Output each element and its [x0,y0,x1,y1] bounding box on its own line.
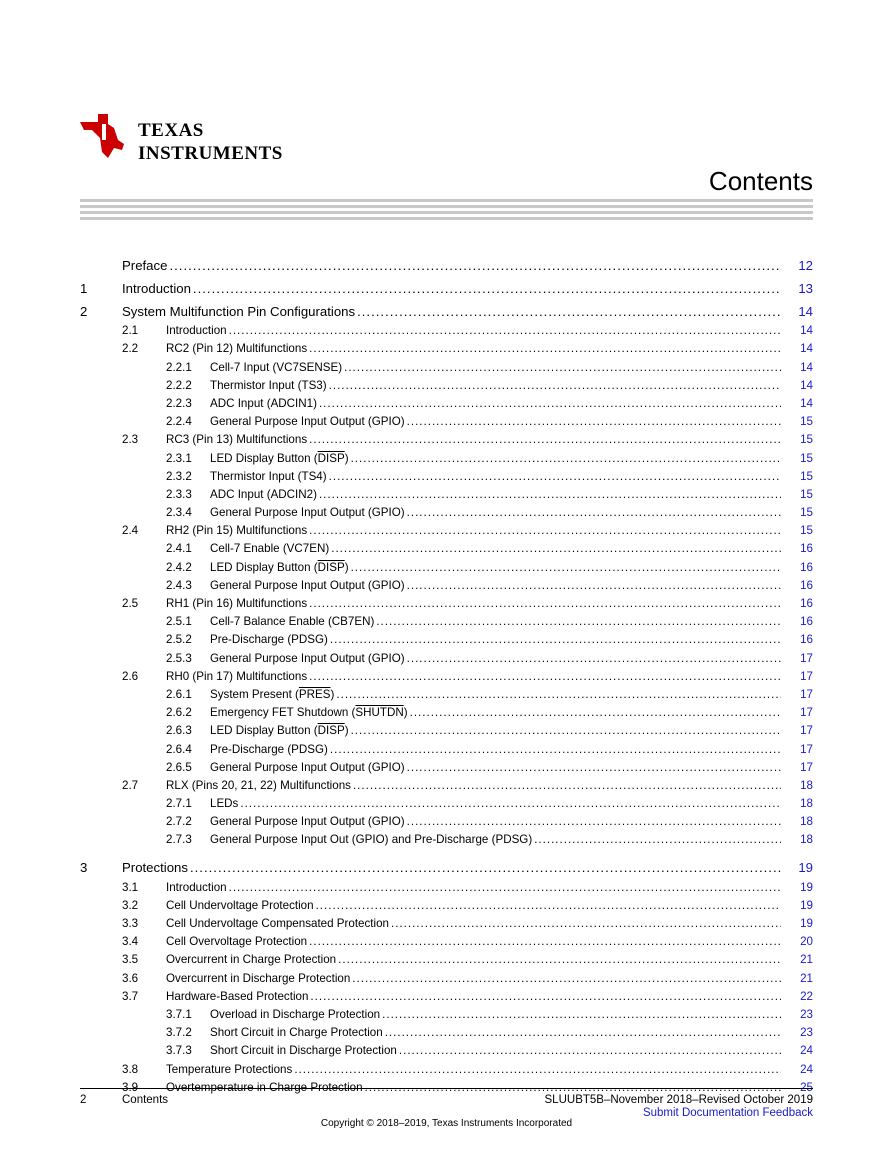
toc-label: General Purpose Input Output (GPIO) [210,506,405,520]
toc-label [210,561,349,574]
toc-number: 2.4.2 [166,560,192,574]
toc-leader [407,761,781,774]
toc-entry[interactable] [80,737,813,755]
toc-label-part: LED Display Button ( [210,560,318,574]
toc-entry[interactable] [80,392,813,410]
toc-entry[interactable] [80,446,813,464]
logo-line2: INSTRUMENTS [138,143,283,164]
toc-entry[interactable] [80,646,813,664]
toc-label: Protections [122,860,188,876]
toc-page-link[interactable]: 16 [800,633,813,647]
toc-page-link[interactable]: 24 [800,1062,813,1076]
toc-page-link[interactable]: 18 [800,815,813,829]
toc-entry[interactable] [80,374,813,392]
toc-number: 2.6.1 [166,687,192,701]
toc-entry[interactable] [80,1021,813,1039]
toc-entry[interactable] [80,719,813,737]
toc-label: Thermistor Input (TS3) [210,378,327,392]
toc-entry[interactable] [80,537,813,555]
toc-label: RC2 (Pin 12) Multifunctions [166,342,308,356]
toc-leader [309,342,781,355]
toc-number: 3.1 [122,880,139,894]
toc-number: 2.6 [122,669,139,683]
toc-page-link[interactable]: 15 [800,433,813,447]
toc-number: 2.3.3 [166,487,192,501]
toc-entry[interactable] [80,465,813,483]
toc-label: RLX (Pins 20, 21, 22) Multifunctions [166,778,351,792]
toc-label-part: ) [344,560,349,574]
toc-leader [240,797,781,810]
toc-label: Thermistor Input (TS4) [210,469,327,483]
toc-leader [407,652,781,665]
toc-entry[interactable] [80,519,813,537]
toc-number: 2.3 [122,433,139,447]
toc-page-link[interactable]: 23 [800,1007,813,1021]
toc-number: 3.3 [122,917,139,930]
toc-number: 2.2 [122,342,139,356]
toc-page-link[interactable]: 15 [800,506,813,520]
toc-label: ADC Input (ADCIN1) [210,396,317,410]
toc-number: 3.7.3 [166,1044,192,1058]
toc-leader [351,452,781,465]
toc-leader [338,953,781,966]
toc-page-link[interactable]: 24 [800,1044,813,1058]
toc-page-link[interactable]: 14 [800,378,813,392]
toc-leader [229,881,781,894]
toc-page-link[interactable]: 21 [800,953,813,967]
toc-number: 2.2.3 [166,396,192,410]
toc-page-link[interactable]: 21 [800,971,813,985]
toc-entry[interactable] [80,948,813,966]
toc-page-link[interactable]: 17 [800,651,813,665]
toc-page-link[interactable]: 15 [800,469,813,483]
toc-number: 3.5 [122,953,139,967]
toc-entry[interactable] [80,574,813,592]
toc-entry[interactable] [80,428,813,446]
toc-entry[interactable] [80,683,813,701]
toc-label: Cell-7 Balance Enable (CB7EN) [210,615,375,629]
toc-entry[interactable] [80,1039,813,1057]
header-rule [80,217,813,220]
toc-leader [294,1063,781,1076]
toc-number: 2.4 [122,524,139,538]
toc-label [210,706,408,719]
toc-leader [316,899,781,912]
toc-number: 3.7.2 [166,1026,192,1040]
toc-entry[interactable] [80,1076,813,1094]
toc-page-link[interactable]: 16 [800,542,813,556]
toc-page-link[interactable]: 19 [800,880,813,894]
toc-entry[interactable] [80,628,813,646]
toc-leader [309,524,781,537]
toc-entry[interactable] [80,930,813,948]
toc-page-link[interactable]: 12 [798,258,813,273]
footer-section: Contents [122,1094,169,1106]
toc-label: Temperature Protections [166,1062,293,1076]
toc-entry[interactable] [80,665,813,683]
toc-entry[interactable] [80,966,813,984]
toc-entry[interactable] [80,1003,813,1021]
toc-label-part: ) [403,706,408,720]
toc-page-link[interactable]: 17 [800,742,813,756]
toc-number: 2.5.3 [166,651,192,665]
toc-number: 3.7 [122,989,139,1003]
toc-number: 2.3.1 [166,451,192,465]
toc-page-link[interactable]: 17 [800,706,813,720]
toc-label: Cell-7 Enable (VC7EN) [210,542,330,556]
toc-label: System Multifunction Pin Configurations [122,304,356,319]
toc-leader [407,815,781,828]
toc-leader [309,433,781,446]
footer-rule [80,1088,813,1089]
toc-entry[interactable] [80,756,813,774]
copyright: Copyright © 2018–2019, Texas Instruments Incorporated [320,1118,573,1129]
toc-label: Cell-7 Input (VC7SENSE) [210,360,343,374]
toc-label-overline: SHUTDN [355,706,404,720]
toc-label: Short Circuit in Discharge Protection [210,1044,397,1058]
toc-page-link[interactable]: 14 [800,324,813,338]
toc-number: 2.5.1 [166,615,192,629]
toc-entry[interactable] [80,319,813,337]
toc-page-link[interactable]: 17 [800,724,813,738]
toc-page-link[interactable]: 14 [800,396,813,410]
toc-page-link[interactable]: 13 [798,281,813,296]
toc-entry[interactable] [80,610,813,628]
toc-page-link[interactable]: 19 [800,917,813,930]
toc-page-link[interactable]: 16 [800,597,813,610]
toc-leader [309,935,781,948]
toc-entry[interactable] [80,555,813,573]
toc-label: Pre-Discharge (PDSG) [210,633,328,647]
toc-page-link[interactable]: 15 [800,524,813,538]
toc-page-link[interactable]: 16 [800,560,813,574]
toc-label: RH2 (Pin 15) Multifunctions [166,524,308,538]
toc-leader [331,542,781,555]
toc-page-link[interactable]: 17 [800,669,813,683]
toc-page-link[interactable]: 14 [800,342,813,356]
toc-entry[interactable] [80,701,813,719]
toc-page-link[interactable]: 15 [800,487,813,501]
toc-entry[interactable] [80,410,813,428]
toc-label [210,688,334,701]
toc-leader [351,724,781,737]
toc-label: General Purpose Input Output (GPIO) [210,578,405,592]
toc-entry[interactable] [80,828,813,846]
footer-page-number: 2 [80,1094,87,1106]
toc-entry[interactable] [80,894,813,912]
toc-label: Cell Undervoltage Protection [166,898,314,912]
toc-label-part: LED Display Button ( [210,451,318,465]
toc-label [210,452,349,465]
toc-label: General Purpose Input Output (GPIO) [210,415,405,429]
toc-entry[interactable] [80,852,813,875]
toc-leader [344,361,781,374]
header-rule [80,211,813,214]
toc-leader [330,743,781,756]
toc-entry[interactable] [80,273,813,296]
toc-number: 2.2.2 [166,378,192,392]
toc-label: RH1 (Pin 16) Multifunctions [166,597,308,610]
toc-page-link[interactable]: 20 [800,935,813,949]
toc-label: General Purpose Input Output (GPIO) [210,815,405,829]
toc-leader [357,304,781,319]
toc-number: 2.4.3 [166,578,192,592]
toc-leader [399,1044,781,1057]
toc-leader [336,688,781,701]
table-of-contents [80,250,813,1094]
toc-page-link[interactable]: 19 [798,860,813,876]
toc-number: 2.2.1 [166,360,192,374]
toc-leader [407,506,781,519]
toc-leader [190,860,781,875]
toc-entry[interactable] [80,355,813,373]
toc-label: Pre-Discharge (PDSG) [210,742,328,756]
toc-leader [351,561,781,574]
toc-leader [410,706,781,719]
toc-number: 2.7 [122,778,139,792]
toc-leader [330,633,781,646]
toc-number: 2.6.3 [166,724,192,738]
toc-label [210,724,349,737]
toc-page-link[interactable]: 23 [800,1026,813,1040]
toc-label: Overcurrent in Charge Protection [166,953,337,967]
toc-label: Introduction [166,880,227,894]
toc-leader [310,990,781,1003]
toc-entry[interactable] [80,337,813,355]
logo-line1: TEXAS [138,120,204,141]
toc-entry[interactable] [80,483,813,501]
toc-entry[interactable] [80,810,813,828]
toc-leader [385,1026,781,1039]
toc-number: 3.4 [122,935,139,949]
toc-label: Cell Undervoltage Compensated Protection [166,917,389,930]
toc-number: 2.6.2 [166,706,192,720]
toc-number: 2.7.3 [166,833,192,847]
header-rule [80,199,813,202]
toc-page-link[interactable]: 14 [800,360,813,374]
toc-page-link[interactable]: 22 [800,989,813,1003]
toc-entry[interactable] [80,792,813,810]
feedback-link[interactable]: Submit Documentation Feedback [642,1107,813,1119]
toc-page-link[interactable]: 18 [800,778,813,792]
toc-label: RH0 (Pin 17) Multifunctions [166,669,308,683]
toc-page-link[interactable]: 17 [800,760,813,774]
toc-entry[interactable] [80,985,813,1003]
toc-leader [319,397,781,410]
toc-number: 3 [80,860,88,876]
toc-page-link[interactable]: 19 [800,898,813,912]
toc-page-link[interactable]: 16 [800,615,813,629]
toc-leader [309,670,781,683]
toc-number: 1 [80,281,88,296]
toc-leader [229,324,781,337]
toc-number: 2.2.4 [166,415,192,429]
toc-page-link[interactable]: 15 [800,451,813,465]
toc-number: 2.5.2 [166,633,192,647]
toc-leader [352,972,781,985]
toc-label: Overload in Discharge Protection [210,1007,381,1021]
ti-logo [78,110,308,166]
toc-number: 2.5 [122,597,139,610]
toc-label: Short Circuit in Charge Protection [210,1026,383,1040]
toc-leader [382,1008,781,1021]
toc-label-part: System Present ( [210,687,299,701]
toc-number: 2.6.5 [166,760,192,774]
toc-page-link[interactable]: 18 [800,797,813,811]
toc-label-overline: DISP [317,724,345,738]
toc-leader [329,379,781,392]
toc-label-overline: PRES [298,687,331,701]
toc-number: 2.1 [122,324,139,338]
toc-entry[interactable] [80,774,813,792]
toc-leader [169,258,781,273]
toc-leader [319,488,781,501]
toc-number: 2.3.2 [166,469,192,483]
toc-number: 3.8 [122,1062,139,1076]
toc-leader [193,281,781,296]
toc-entry[interactable] [80,875,813,893]
toc-number: 3.7.1 [166,1007,192,1021]
toc-number: 2 [80,304,88,319]
toc-label: Overcurrent in Discharge Protection [166,971,351,985]
toc-label-part: ) [344,724,349,738]
toc-label-part: ) [330,687,335,701]
toc-leader [353,779,781,792]
toc-number: 3.6 [122,971,139,985]
toc-label: ADC Input (ADCIN2) [210,487,317,501]
toc-label: LEDs [210,797,239,811]
toc-number: 2.7.1 [166,797,192,811]
toc-page-link[interactable]: 17 [800,687,813,701]
toc-number: 2.7.2 [166,815,192,829]
toc-leader [534,833,781,846]
toc-label: General Purpose Input Output (GPIO) [210,760,405,774]
toc-page-link[interactable]: 16 [800,578,813,592]
page-title: Contents [708,166,813,196]
toc-entry[interactable] [80,592,813,610]
toc-leader [376,615,781,628]
toc-entry[interactable] [80,1057,813,1075]
toc-label-part: Emergency FET Shutdown ( [210,706,356,720]
toc-label: General Purpose Input Output (GPIO) [210,651,405,665]
toc-entry[interactable] [80,250,813,273]
toc-number: 3.2 [122,898,139,912]
toc-label-part: ) [344,451,349,465]
toc-label: Preface [122,258,168,273]
toc-leader [407,415,781,428]
toc-leader [407,579,781,592]
toc-leader [329,470,781,483]
toc-label: General Purpose Input Out (GPIO) and Pre-Discharge (PDSG) [210,833,533,847]
toc-label: Introduction [166,324,227,338]
toc-entry[interactable] [80,501,813,519]
toc-label: RC3 (Pin 13) Multifunctions [166,433,308,447]
toc-label-part: LED Display Button ( [210,724,318,738]
footer-doc-id: SLUUBT5B–November 2018–Revised October 2019 [544,1094,813,1106]
toc-number: 2.6.4 [166,742,192,756]
header-rule [80,205,813,208]
toc-label-overline: DISP [317,560,345,574]
toc-leader [391,917,781,930]
toc-leader [309,597,781,610]
toc-number: 2.3.4 [166,506,192,520]
toc-entry[interactable] [80,912,813,930]
toc-page-link[interactable]: 14 [798,304,813,319]
toc-label: Cell Overvoltage Protection [166,935,308,949]
ti-logo-icon [78,110,134,162]
toc-page-link[interactable]: 18 [800,833,813,847]
toc-label-overline: DISP [317,451,345,465]
toc-page-link[interactable]: 15 [800,415,813,429]
toc-label: Hardware-Based Protection [166,989,309,1003]
toc-entry[interactable] [80,296,813,319]
toc-number: 2.4.1 [166,542,192,556]
toc-label: Introduction [122,281,191,296]
